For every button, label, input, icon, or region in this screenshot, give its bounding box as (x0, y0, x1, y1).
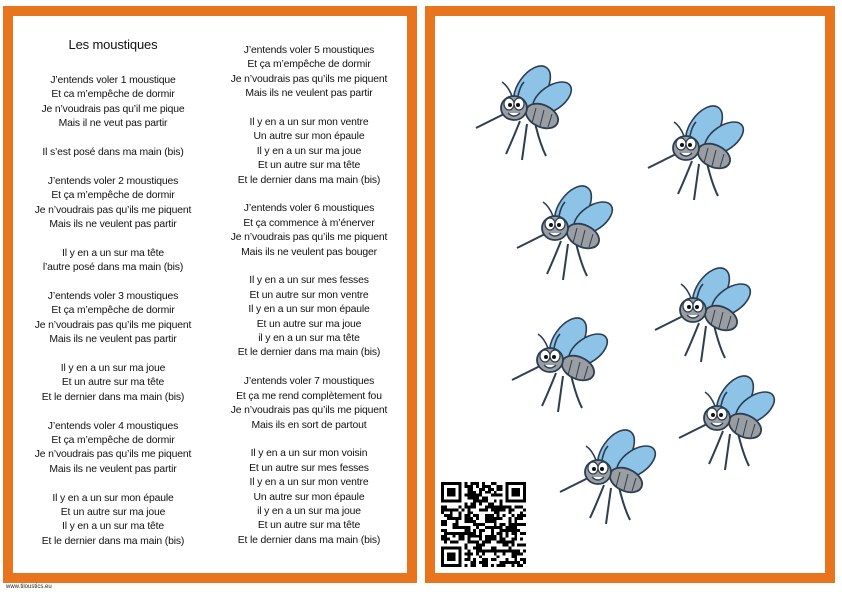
lyric-line: Et le dernier dans ma main (bis) (237, 174, 381, 186)
stanza (13, 420, 213, 478)
lyric-line: Et ca m’empêche de dormir (51, 89, 175, 101)
lyric-line: Mais ils ne veulent pas partir (49, 463, 177, 475)
lyric-line: Je n’voudrais pas qu’il me pique (41, 103, 185, 115)
lyric-line: Je n’voudrais pas qu’ils me piquent (230, 232, 388, 244)
lyric-line: Il y en a un sur ma tête (61, 521, 165, 533)
lyric-line: Je n’voudrais pas qu’ils me piquent (34, 449, 192, 461)
lyric-line: Et le dernier dans ma main (bis) (41, 391, 185, 403)
lyric-line: Je n’voudrais pas qu’ils me piquent (230, 73, 388, 85)
lyric-line: Et un autre sur ma joue (60, 507, 166, 519)
website-footer: www.tiloustics.eu (6, 584, 52, 590)
lyric-line: Mais il ne veut pas partir (58, 118, 168, 130)
lyric-line: Et un autre sur ma tête (61, 377, 165, 389)
lyric-line: Et un autre sur mon ventre (249, 289, 369, 301)
lyric-line: J’entends voler 1 moustique (50, 75, 176, 86)
mosquito-icon (675, 376, 795, 476)
lyric-line: Et ça m’empêche de dormir (51, 435, 175, 447)
stanza (13, 290, 213, 348)
lyric-line: J’entends voler 6 moustiques (243, 203, 375, 215)
mosquito-icon (508, 318, 628, 418)
lyric-line: Il y en a un sur mon voisin (250, 448, 368, 460)
lyric-line: Mais ils ne veulent pas bouger (241, 246, 377, 258)
lyric-line: Il y en a un sur ma joue (256, 145, 362, 157)
stanza (214, 116, 404, 188)
lyric-line: Mais ils ne veulent pas partir (49, 334, 177, 346)
stanza (214, 274, 404, 360)
lyric-line: Il y en a un sur mon épaule (248, 304, 370, 316)
stanza (13, 175, 213, 233)
stanza (214, 44, 404, 102)
stanza (13, 492, 213, 550)
lyric-line: Mais ils ne veulent pas partir (49, 219, 177, 231)
lyric-line: il y en a un sur ma joue (257, 505, 361, 517)
lyric-line: J’entends voler 7 moustiques (243, 376, 375, 388)
lyric-line: Mais ils en sort de partout (251, 419, 367, 431)
lyric-line: Et le dernier dans ma main (bis) (237, 534, 381, 546)
lyric-line: J’entends voler 2 moustiques (47, 175, 179, 187)
lyric-line: Mais ils ne veulent pas partir (245, 88, 373, 100)
lyric-line: Un autre sur mon épaule (253, 131, 365, 143)
song-title: Les moustiques (68, 37, 158, 52)
mosquito-icon (651, 268, 771, 368)
stanza (214, 447, 404, 548)
lyric-line: Et ça me rend complètement fou (236, 390, 382, 402)
stanza (13, 146, 213, 160)
mosquito-icon (472, 66, 592, 166)
lyric-line: Et un autre sur mes fesses (249, 462, 369, 474)
stanza (214, 375, 404, 433)
lyric-line: Je n’voudrais pas qu’ils me piquent (34, 319, 192, 331)
lyrics-column-right (214, 44, 404, 563)
lyric-line: il y en a un sur ma tête (258, 333, 360, 345)
mosquito-icon (513, 186, 633, 286)
lyric-line: Et ça m’empêche de dormir (51, 190, 175, 202)
qr-code-icon[interactable] (441, 482, 526, 567)
lyric-line: Il s’est posé dans ma main (bis) (42, 147, 184, 159)
lyric-line: Et le dernier dans ma main (bis) (237, 347, 381, 359)
lyric-line: Et ça m’empêche de dormir (51, 305, 175, 317)
lyric-line: Et ça m’empêche de dormir (247, 59, 371, 71)
lyric-line: J’entends voler 3 moustiques (47, 291, 179, 303)
lyric-line: Il y en a un sur ma joue (60, 363, 166, 375)
lyric-line: Il y en a un sur ma tête (61, 247, 165, 259)
lyric-line: Je n’voudrais pas qu’ils me piquent (34, 204, 192, 216)
lyric-line: Un autre sur mon épaule (253, 491, 365, 503)
stanza (13, 247, 213, 276)
lyric-line: J’entends voler 4 moustiques (47, 420, 179, 432)
stanza (214, 202, 404, 260)
lyric-line: Il y en a un sur mon ventre (249, 117, 369, 129)
lyric-line: Je n’voudrais pas qu’ils me piquent (230, 405, 388, 417)
lyrics-column-left (13, 36, 213, 564)
stanza (13, 362, 213, 405)
lyric-line: Et un autre sur ma joue (256, 318, 362, 330)
lyric-line: Il y en a un sur mes fesses (249, 275, 369, 287)
mosquito-icon (644, 106, 764, 206)
lyric-line: Et le dernier dans ma main (bis) (41, 535, 185, 547)
lyric-line: J’entends voler 5 moustiques (243, 45, 375, 56)
lyric-line: l’autre posé dans ma main (bis) (42, 262, 184, 274)
lyric-line: Et un autre sur ma tête (257, 160, 361, 172)
lyric-line: Il y en a un sur mon ventre (249, 477, 369, 489)
lyric-line: Et ça commence à m’énerver (243, 217, 375, 229)
stanza (13, 74, 213, 132)
mosquito-icon (556, 430, 676, 530)
lyric-line: Il y en a un sur mon épaule (52, 492, 174, 504)
lyric-line: Et un autre sur ma tête (257, 520, 361, 532)
